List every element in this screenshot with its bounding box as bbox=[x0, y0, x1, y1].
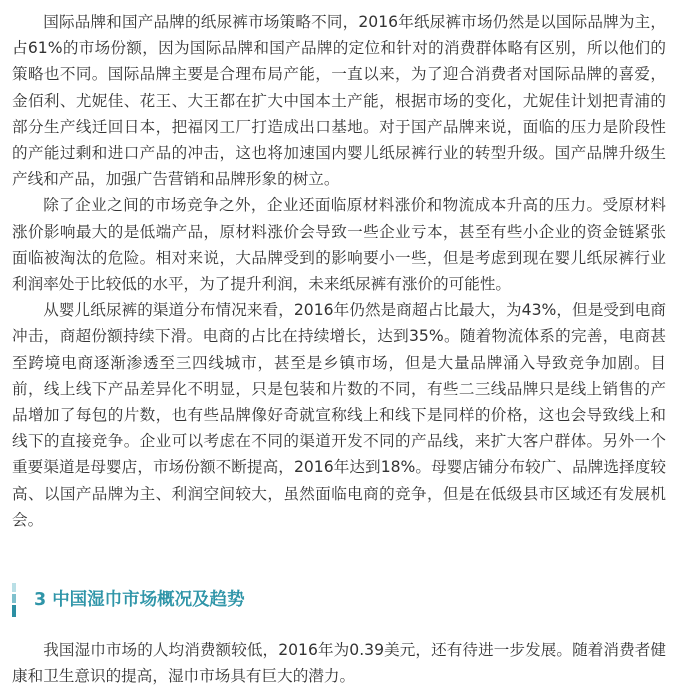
section-title bbox=[34, 588, 245, 612]
paragraph-channel-distribution: 从婴儿纸尿裤的渠道分布情况来看，2016年仍然是商超占比最大，为43%，但是受到电商冲击，商超份额持续下滑。电商的占比在持续增长，达到35%。随着物流体系的完善，电商甚至跨境电商逐渐渗透至三四线城市，甚至是乡镇市场，但是大量品牌涌入导致竞争加剧。目前，线上线下产品差异化不明显，只是包装和片数的不同，有些二三线品牌只是线上销售的产品增加了每包的片数，也有些品牌像好奇就宣称线上和线下是同样的价格，这也会导致线上和线下的直接竞争。企业可以考虑在不同的渠道开发不同的产品线，来扩大客户群体。另外一个重要渠道是母婴店，市场份额不断提高，2016年达到18%。母婴店铺分布较广、品牌选择度较高、以国产品牌为主、利润空间较大，虽然面临电商的竞争，但是在低级县市区域还有发展机会。 bbox=[12, 301, 666, 529]
paragraph-wet-wipes: 我国湿巾市场的人均消费额较低，2016年为0.39美元，还有待进一步发展。随着消费者健康和卫生意识的提高，湿巾市场具有巨大的潜力。 bbox=[12, 641, 666, 686]
section-title-text: 中国湿巾市场概况及趋势 bbox=[52, 590, 245, 611]
section-number: 3 bbox=[34, 590, 47, 611]
article bbox=[0, 9, 676, 689]
paragraph-raw-material-cost: 除了企业之间的市场竞争之外，企业还面临原材料涨价和物流成本升高的压力。受原材料涨价影响最大的是低端产品，原材料涨价会导致一些企业亏本，甚至有些小企业的资金链紧张面临被淘汰的危险。相对来说，大品牌受到的影响要小一些，但是考虑到现在婴儿纸尿裤行业利润率处于比较低的水平，为了提升利润，未来纸尿裤有涨价的可能性。 bbox=[12, 196, 666, 294]
heading-accent-bar bbox=[12, 583, 16, 617]
paragraph-brand-strategy: 国际品牌和国产品牌的纸尿裤市场策略不同，2016年纸尿裤市场仍然是以国际品牌为主，占61%的市场份额，因为国际品牌和国产品牌的定位和针对的消费群体略有区别，所以他们的策略也不同。国际品牌主要是合理布局产能，一直以来，为了迎合消费者对国际品牌的喜爱，金佰利、尤妮佳、花王、大王都在扩大中国本土产能，根据市场的变化，尤妮佳计划把青浦的部分生产线迁回日本，把福冈工厂打造成出口基地。对于国产品牌来说，面临的压力是阶段性的产能过剩和进口产品的冲击，这也将加速国内婴儿纸尿裤行业的转型升级。国产品牌升级生产线和产品，加强广告营销和品牌形象的树立。 bbox=[12, 13, 666, 189]
section-heading bbox=[12, 577, 666, 623]
